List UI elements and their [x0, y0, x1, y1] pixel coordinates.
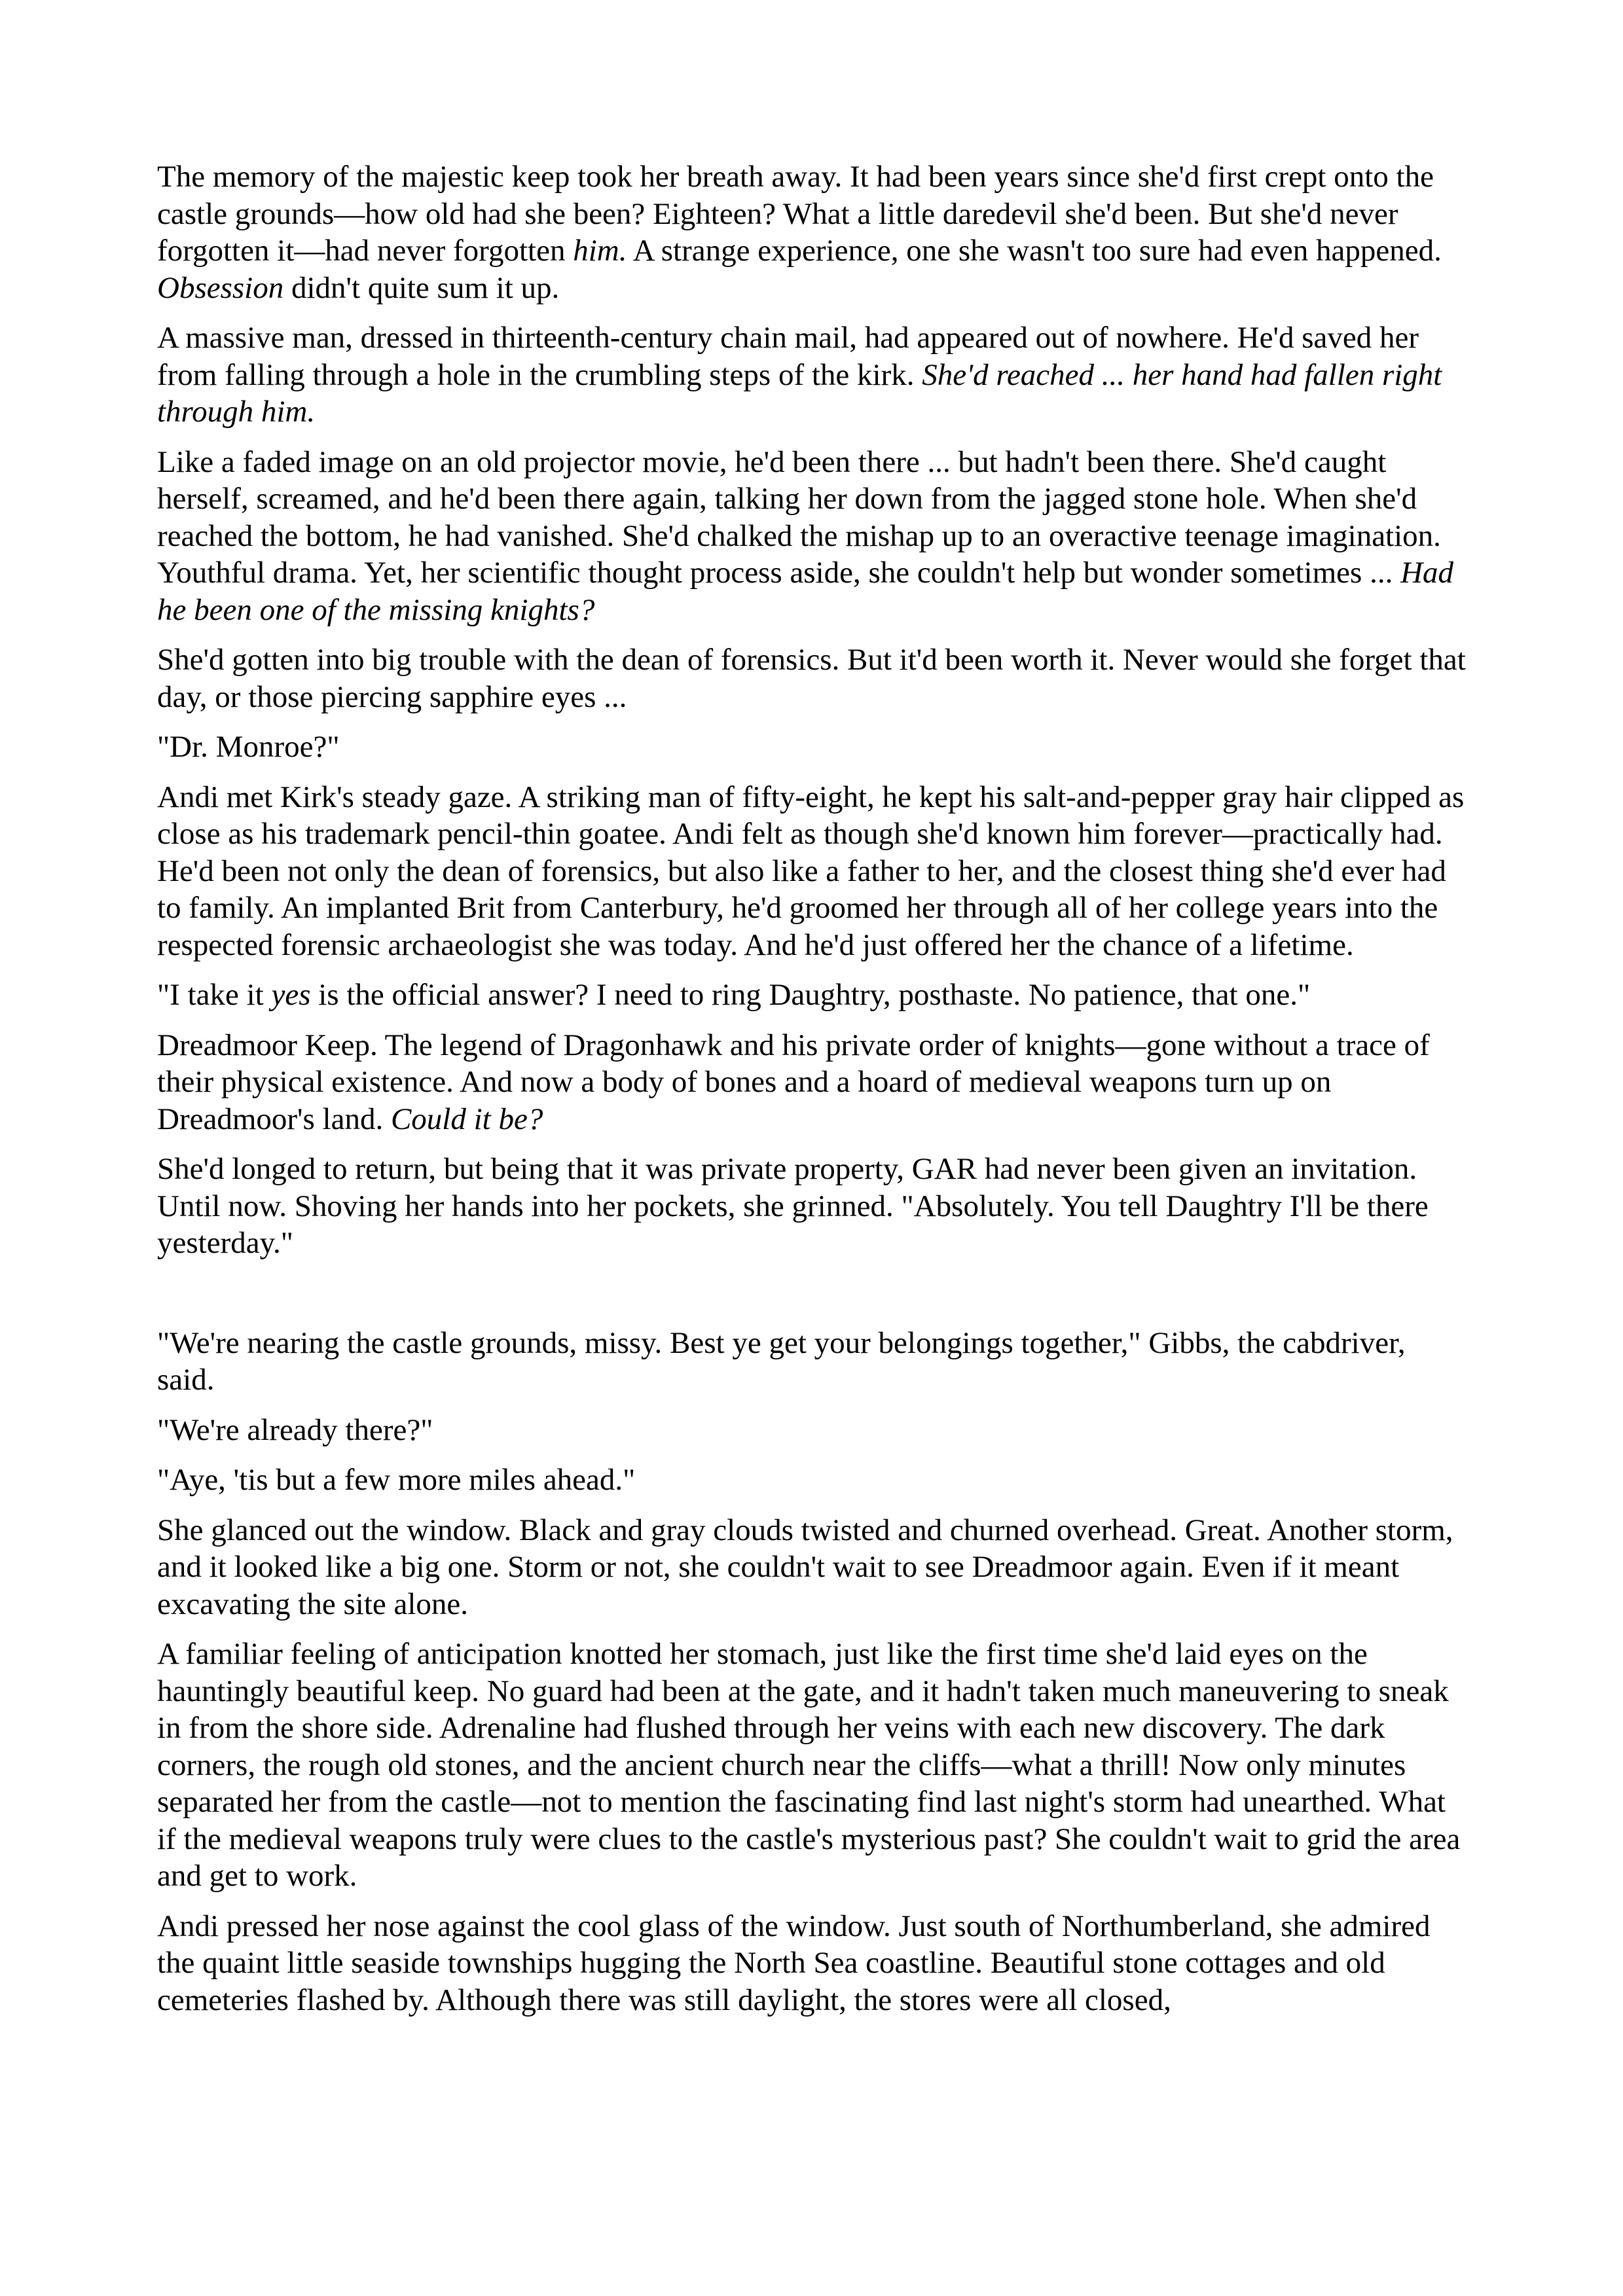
italic-run: Had he been one of the missing knights? — [157, 556, 1454, 627]
text-run: is the official answer? I need to ring Daughtry, posthaste. No patience, that one." — [310, 978, 1311, 1012]
paragraph-3 — [157, 444, 1467, 629]
paragraph-11 — [157, 1412, 1467, 1449]
text-run: Like a faded image on an old projector movie, he'd been there ... but hadn't been there. She'd caught herself, screamed, and he'd been there again, talking her down from the jagged stone hole. When she'd reached the bottom, he had vanished. She'd chalked the mishap up to an overactive teenage imagination. Youthful drama. Yet, her scientific thought process aside, she couldn't help but wonder sometimes ... — [157, 444, 1441, 590]
paragraph-13 — [157, 1512, 1467, 1623]
text-run: "We're already there?" — [157, 1412, 433, 1447]
text-run: Andi met Kirk's steady gaze. A striking man of fifty-eight, he kept his salt-and-pepper gray hair clipped as close as his trademark pencil-thin goatee. Andi felt as though she'd known him forever—practically had. He'd been not only the dean of forensics, but also like a father to her, and the closest thing she'd ever had to family. An implanted Brit from Canterbury, he'd groomed her through all of her college years into the respected forensic archaeologist she was today. And he'd just offered her the chance of a lifetime. — [157, 780, 1465, 962]
text-run: The memory of the majestic keep took her breath away. It had been years since she'd first crept onto the castle grounds—how old had she been? Eighteen? What a little daredevil she'd been. But she'd never forgotten it—had never forgotten — [157, 160, 1434, 268]
text-run: "Dr. Monroe?" — [157, 730, 340, 764]
paragraph-1 — [157, 158, 1467, 306]
text-run: She glanced out the window. Black and gray clouds twisted and churned overhead. Great. Another storm, and it looked like a big one. Storm or not, she couldn't wait to see Dreadmoor again. Even if it meant excavating the site alone. — [157, 1513, 1453, 1621]
paragraph-14 — [157, 1636, 1467, 1895]
paragraph-10 — [157, 1325, 1467, 1399]
body-text — [157, 158, 1467, 2032]
paragraph-6 — [157, 779, 1467, 964]
text-run: Andi pressed her nose against the cool glass of the window. Just south of Northumberland, she admired the quaint little seaside townships hugging the North Sea coastline. Beautiful stone cottages and old cemeteries flashed by. Although there was still daylight, the stores were all closed, — [157, 1909, 1431, 2017]
paragraph-8 — [157, 1027, 1467, 1138]
italic-run: him. — [573, 234, 627, 268]
text-run: A familiar feeling of anticipation knotted her stomach, just like the first time she'd laid eyes on the hauntingly beautiful keep. No guard had been at the gate, and it hadn't taken much maneuvering to sneak in from the shore side. Adrenaline had flushed through her veins with each new discovery. The dark corners, the rough old stones, and the ancient church near the cliffs—what a thrill! Now only minutes separated her from the castle—not to mention the fascinating find last night's storm had unearthed. What if the medieval weapons truly were clues to the castle's mysterious past? She couldn't wait to grid the area and get to work. — [157, 1637, 1461, 1893]
text-run: "I take it — [157, 978, 272, 1012]
paragraph-5 — [157, 728, 1467, 766]
text-run: "Aye, 'tis but a few more miles ahead." — [157, 1463, 636, 1497]
paragraph-9 — [157, 1151, 1467, 1262]
text-run: "We're nearing the castle grounds, missy. Best ye get your belongings together," Gibbs, the cabdriver, said. — [157, 1325, 1406, 1397]
paragraph-12 — [157, 1462, 1467, 1499]
text-run: A massive man, dressed in thirteenth-century chain mail, had appeared out of nowhere. He'd saved her from falling through a hole in the crumbling steps of the kirk. — [157, 321, 1419, 392]
italic-run: yes — [271, 978, 311, 1012]
text-run: She'd longed to return, but being that it was private property, GAR had never been given an invitation. Until now. Shoving her hands into her pockets, she grinned. "Absolutely. You tell Daughtry I'll be there yesterday." — [157, 1152, 1429, 1260]
text-run: didn't quite sum it up. — [283, 270, 560, 305]
paragraph-2 — [157, 319, 1467, 431]
italic-run: Obsession — [157, 270, 284, 305]
text-run: Dreadmoor Keep. The legend of Dragonhawk and his private order of knights—gone without a trace of their physical existence. And now a body of bones and a hoard of medieval weapons turn up on Dreadmoor's land. — [157, 1028, 1430, 1136]
text-run: She'd gotten into big trouble with the dean of forensics. But it'd been worth it. Never would she forget that day, or those piercing sapphire eyes ... — [157, 643, 1466, 714]
paragraph-4 — [157, 641, 1467, 715]
text-run: A strange experience, one she wasn't too sure had even happened. — [627, 234, 1442, 268]
paragraph-7 — [157, 977, 1467, 1014]
paragraph-15 — [157, 1908, 1467, 2019]
italic-run: She'd reached ... her hand had fallen right through him. — [157, 357, 1442, 429]
italic-run: Could it be? — [390, 1102, 543, 1136]
